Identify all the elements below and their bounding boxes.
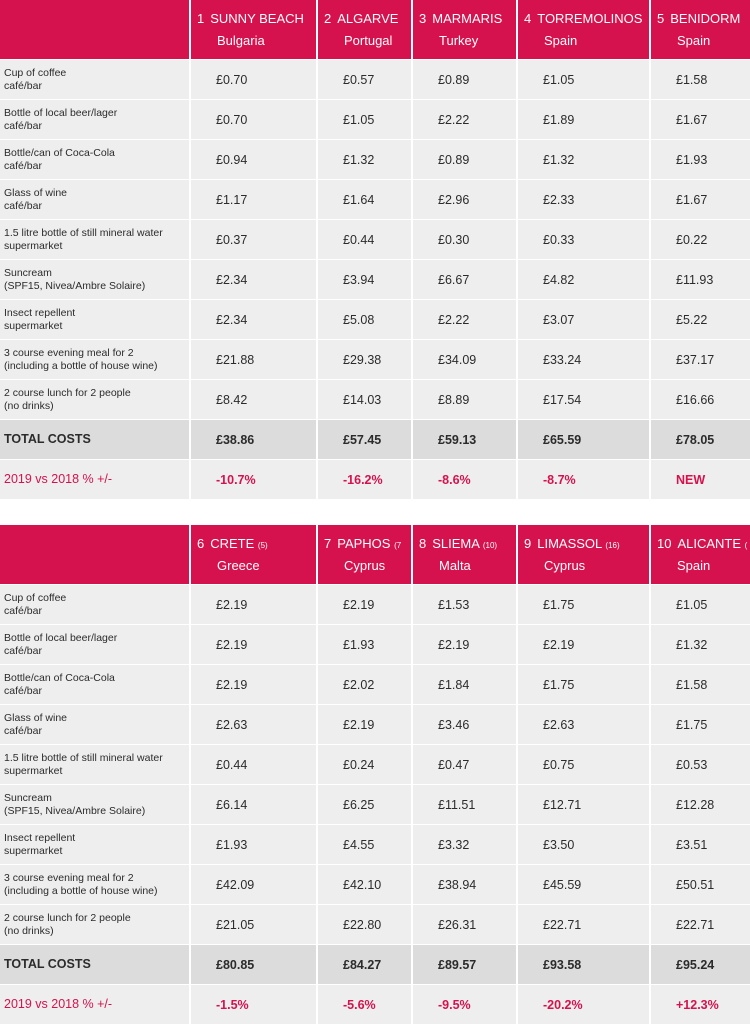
destination-name: MARMARIS (432, 11, 503, 26)
price-cell: £6.25 (316, 785, 411, 824)
destination-name: BENIDORM (670, 11, 741, 26)
item-label (0, 865, 189, 904)
price-cell: £3.46 (411, 705, 516, 744)
destination-country: Turkey (439, 33, 479, 48)
destination-name: LIMASSOL (537, 536, 602, 551)
price-cell: £2.19 (516, 625, 649, 664)
price-cell: £22.80 (316, 905, 411, 944)
destination-header (649, 525, 750, 584)
price-cell: £0.44 (189, 745, 316, 784)
price-cell: £1.64 (316, 180, 411, 219)
destination-name: TORREMOLINOS (537, 11, 643, 26)
price-cell: £50.51 (649, 865, 750, 904)
price-cell: £2.63 (516, 705, 649, 744)
change-cell: -9.5% (411, 985, 516, 1024)
price-cell: £0.70 (189, 60, 316, 99)
item-name: 1.5 litre bottle of still mineral water (4, 751, 163, 764)
change-cell: +12.3% (649, 985, 750, 1024)
item-venue: café/bar (4, 604, 42, 617)
price-cell: £0.30 (411, 220, 516, 259)
price-cell: £37.17 (649, 340, 750, 379)
table-body (0, 59, 750, 499)
item-venue: (no drinks) (4, 399, 54, 412)
price-table-bottom (0, 525, 750, 1024)
destination-tag: (10) (482, 541, 498, 550)
item-name: Bottle of local beer/lager (4, 106, 118, 119)
table-row (0, 259, 750, 299)
price-cell: £0.89 (411, 60, 516, 99)
change-row (0, 459, 750, 499)
price-cell: £1.32 (649, 625, 750, 664)
item-name: Glass of wine (4, 711, 68, 724)
table-row (0, 624, 750, 664)
change-cell: -16.2% (316, 460, 411, 499)
table-row (0, 139, 750, 179)
total-cell: £84.27 (316, 945, 411, 984)
price-cell: £2.19 (411, 625, 516, 664)
destination-country: Malta (439, 558, 471, 573)
price-cell: £1.75 (516, 585, 649, 624)
item-label (0, 585, 189, 624)
price-cell: £1.32 (516, 140, 649, 179)
price-cell: £0.53 (649, 745, 750, 784)
price-cell: £42.10 (316, 865, 411, 904)
table-row (0, 59, 750, 99)
table-row (0, 784, 750, 824)
destination-rank: 2 (324, 11, 332, 26)
total-cell: £38.86 (189, 420, 316, 459)
total-cell: £93.58 (516, 945, 649, 984)
table-header (0, 525, 750, 584)
price-cell: £1.05 (649, 585, 750, 624)
price-cell: £0.47 (411, 745, 516, 784)
table-row (0, 379, 750, 419)
item-label (0, 785, 189, 824)
destination-name: SLIEMA (432, 536, 480, 551)
item-name: Insect repellent (4, 306, 76, 319)
item-label (0, 825, 189, 864)
price-cell: £1.58 (649, 60, 750, 99)
item-name: Suncream (4, 266, 52, 279)
price-cell: £26.31 (411, 905, 516, 944)
item-venue: supermarket (4, 764, 63, 777)
price-cell: £29.38 (316, 340, 411, 379)
destination-rank: 10 (657, 536, 672, 551)
total-cell: £78.05 (649, 420, 750, 459)
destination-name: PAPHOS (337, 536, 391, 551)
item-label (0, 665, 189, 704)
change-cell: -10.7% (189, 460, 316, 499)
destination-rank: 6 (197, 536, 205, 551)
destination-rank: 5 (657, 11, 665, 26)
item-name: Glass of wine (4, 186, 68, 199)
item-name: Bottle of local beer/lager (4, 631, 118, 644)
price-cell: £3.50 (516, 825, 649, 864)
item-label (0, 220, 189, 259)
item-name: 1.5 litre bottle of still mineral water (4, 226, 163, 239)
destination-header (189, 525, 316, 584)
price-cell: £0.44 (316, 220, 411, 259)
total-cell: £57.45 (316, 420, 411, 459)
total-cell: £95.24 (649, 945, 750, 984)
header-corner (0, 0, 189, 59)
item-venue: supermarket (4, 319, 63, 332)
table-row (0, 864, 750, 904)
change-label: 2019 vs 2018 % +/- (0, 985, 189, 1024)
destination-header (516, 525, 649, 584)
item-label (0, 260, 189, 299)
item-venue: café/bar (4, 119, 42, 132)
destination-name: ALGARVE (337, 11, 399, 26)
price-cell: £4.82 (516, 260, 649, 299)
item-label (0, 625, 189, 664)
destination-country: Portugal (344, 33, 393, 48)
price-cell: £2.19 (316, 705, 411, 744)
destination-header (411, 525, 516, 584)
price-cell: £22.71 (649, 905, 750, 944)
table-header (0, 0, 750, 59)
item-venue: café/bar (4, 724, 42, 737)
price-cell: £38.94 (411, 865, 516, 904)
price-table-top (0, 0, 750, 499)
total-row (0, 944, 750, 984)
destination-header (316, 0, 411, 59)
destination-country: Bulgaria (217, 33, 265, 48)
item-label (0, 340, 189, 379)
price-cell: £45.59 (516, 865, 649, 904)
destination-header (316, 525, 411, 584)
price-cell: £3.94 (316, 260, 411, 299)
item-venue: (including a bottle of house wine) (4, 884, 158, 897)
price-cell: £5.08 (316, 300, 411, 339)
price-cell: £14.03 (316, 380, 411, 419)
price-cell: £34.09 (411, 340, 516, 379)
price-cell: £1.75 (516, 665, 649, 704)
price-cell: £1.75 (649, 705, 750, 744)
total-cell: £65.59 (516, 420, 649, 459)
total-row (0, 419, 750, 459)
total-cell: £89.57 (411, 945, 516, 984)
header-corner (0, 525, 189, 584)
price-cell: £2.19 (189, 625, 316, 664)
item-name: Insect repellent (4, 831, 76, 844)
change-cell: -20.2% (516, 985, 649, 1024)
table-row (0, 744, 750, 784)
price-cell: £3.51 (649, 825, 750, 864)
total-label: TOTAL COSTS (0, 945, 189, 984)
price-cell: £0.37 (189, 220, 316, 259)
price-cell: £0.33 (516, 220, 649, 259)
price-cell: £33.24 (516, 340, 649, 379)
price-cell: £11.93 (649, 260, 750, 299)
price-cell: £22.71 (516, 905, 649, 944)
item-name: 3 course evening meal for 2 (4, 871, 134, 884)
price-cell: £16.66 (649, 380, 750, 419)
price-cell: £11.51 (411, 785, 516, 824)
price-cell: £1.17 (189, 180, 316, 219)
item-venue: café/bar (4, 159, 42, 172)
table-body (0, 584, 750, 1024)
destination-country: Spain (544, 33, 578, 48)
destination-name: ALICANTE (677, 536, 742, 551)
item-name: Suncream (4, 791, 52, 804)
price-cell: £0.57 (316, 60, 411, 99)
item-name: 3 course evening meal for 2 (4, 346, 134, 359)
destination-rank: 9 (524, 536, 532, 551)
price-cell: £42.09 (189, 865, 316, 904)
item-venue: café/bar (4, 644, 42, 657)
item-label (0, 300, 189, 339)
price-cell: £2.33 (516, 180, 649, 219)
item-venue: café/bar (4, 79, 42, 92)
table-row (0, 179, 750, 219)
destination-name: CRETE (210, 536, 255, 551)
price-cell: £2.34 (189, 300, 316, 339)
price-cell: £1.67 (649, 100, 750, 139)
price-cell: £2.63 (189, 705, 316, 744)
item-venue: (SPF15, Nivea/Ambre Solaire) (4, 279, 146, 292)
item-name: 2 course lunch for 2 people (4, 911, 131, 924)
price-cell: £2.22 (411, 300, 516, 339)
destination-header (649, 0, 750, 59)
total-cell: £80.85 (189, 945, 316, 984)
item-venue: café/bar (4, 199, 42, 212)
price-cell: £8.42 (189, 380, 316, 419)
price-cell: £2.19 (316, 585, 411, 624)
price-cell: £1.84 (411, 665, 516, 704)
destination-rank: 1 (197, 11, 205, 26)
table-row (0, 904, 750, 944)
item-name: Cup of coffee (4, 591, 67, 604)
item-venue: supermarket (4, 844, 63, 857)
price-cell: £6.14 (189, 785, 316, 824)
change-cell: -1.5% (189, 985, 316, 1024)
item-name: Bottle/can of Coca-Cola (4, 146, 115, 159)
price-cell: £1.58 (649, 665, 750, 704)
price-cell: £4.55 (316, 825, 411, 864)
price-cell: £1.67 (649, 180, 750, 219)
destination-country: Spain (677, 33, 711, 48)
item-name: Bottle/can of Coca-Cola (4, 671, 115, 684)
price-cell: £21.88 (189, 340, 316, 379)
price-cell: £8.89 (411, 380, 516, 419)
table-row (0, 664, 750, 704)
item-venue: (SPF15, Nivea/Ambre Solaire) (4, 804, 146, 817)
price-cell: £1.89 (516, 100, 649, 139)
item-label (0, 180, 189, 219)
item-venue: (no drinks) (4, 924, 54, 937)
item-venue: café/bar (4, 684, 42, 697)
item-venue: supermarket (4, 239, 63, 252)
price-cell: £0.89 (411, 140, 516, 179)
item-name: 2 course lunch for 2 people (4, 386, 131, 399)
price-cell: £1.05 (516, 60, 649, 99)
price-cell: £3.07 (516, 300, 649, 339)
item-label (0, 905, 189, 944)
destination-header (411, 0, 516, 59)
destination-rank: 8 (419, 536, 427, 551)
destination-country: Cyprus (544, 558, 586, 573)
price-cell: £21.05 (189, 905, 316, 944)
price-cell: £1.93 (649, 140, 750, 179)
table-row (0, 219, 750, 259)
item-label (0, 745, 189, 784)
table-row (0, 339, 750, 379)
price-cell: £2.02 (316, 665, 411, 704)
destination-country: Spain (677, 558, 711, 573)
price-cell: £3.32 (411, 825, 516, 864)
change-label: 2019 vs 2018 % +/- (0, 460, 189, 499)
total-cell: £59.13 (411, 420, 516, 459)
price-cell: £2.19 (189, 665, 316, 704)
destination-tag: ( (744, 541, 748, 550)
table-row (0, 99, 750, 139)
price-cell: £0.70 (189, 100, 316, 139)
change-cell: -8.6% (411, 460, 516, 499)
price-cell: £0.22 (649, 220, 750, 259)
item-label (0, 705, 189, 744)
destination-tag: (5) (257, 541, 268, 550)
item-label (0, 100, 189, 139)
price-cell: £0.94 (189, 140, 316, 179)
destination-country: Greece (217, 558, 260, 573)
destination-country: Cyprus (344, 558, 386, 573)
item-label (0, 140, 189, 179)
price-cell: £12.71 (516, 785, 649, 824)
item-venue: (including a bottle of house wine) (4, 359, 158, 372)
price-cell: £1.93 (189, 825, 316, 864)
total-label: TOTAL COSTS (0, 420, 189, 459)
price-cell: £17.54 (516, 380, 649, 419)
destination-rank: 4 (524, 11, 532, 26)
price-cell: £2.34 (189, 260, 316, 299)
change-cell: -8.7% (516, 460, 649, 499)
price-cell: £2.96 (411, 180, 516, 219)
destination-name: SUNNY BEACH (210, 11, 304, 26)
table-row (0, 704, 750, 744)
table-row (0, 824, 750, 864)
change-cell: -5.6% (316, 985, 411, 1024)
destination-tag: (7 (394, 541, 402, 550)
price-cell: £1.93 (316, 625, 411, 664)
table-row (0, 299, 750, 339)
price-cell: £0.24 (316, 745, 411, 784)
table-row (0, 584, 750, 624)
destination-header (189, 0, 316, 59)
item-label (0, 60, 189, 99)
price-cell: £12.28 (649, 785, 750, 824)
change-row (0, 984, 750, 1024)
destination-rank: 7 (324, 536, 332, 551)
price-cell: £2.22 (411, 100, 516, 139)
price-cell: £2.19 (189, 585, 316, 624)
price-cell: £6.67 (411, 260, 516, 299)
destination-tag: (16) (605, 541, 620, 550)
item-label (0, 380, 189, 419)
item-name: Cup of coffee (4, 66, 67, 79)
price-cell: £5.22 (649, 300, 750, 339)
price-cell: £1.05 (316, 100, 411, 139)
price-cell: £1.32 (316, 140, 411, 179)
price-cell: £0.75 (516, 745, 649, 784)
price-cell: £1.53 (411, 585, 516, 624)
destination-rank: 3 (419, 11, 427, 26)
change-cell: NEW (649, 460, 750, 499)
destination-header (516, 0, 649, 59)
